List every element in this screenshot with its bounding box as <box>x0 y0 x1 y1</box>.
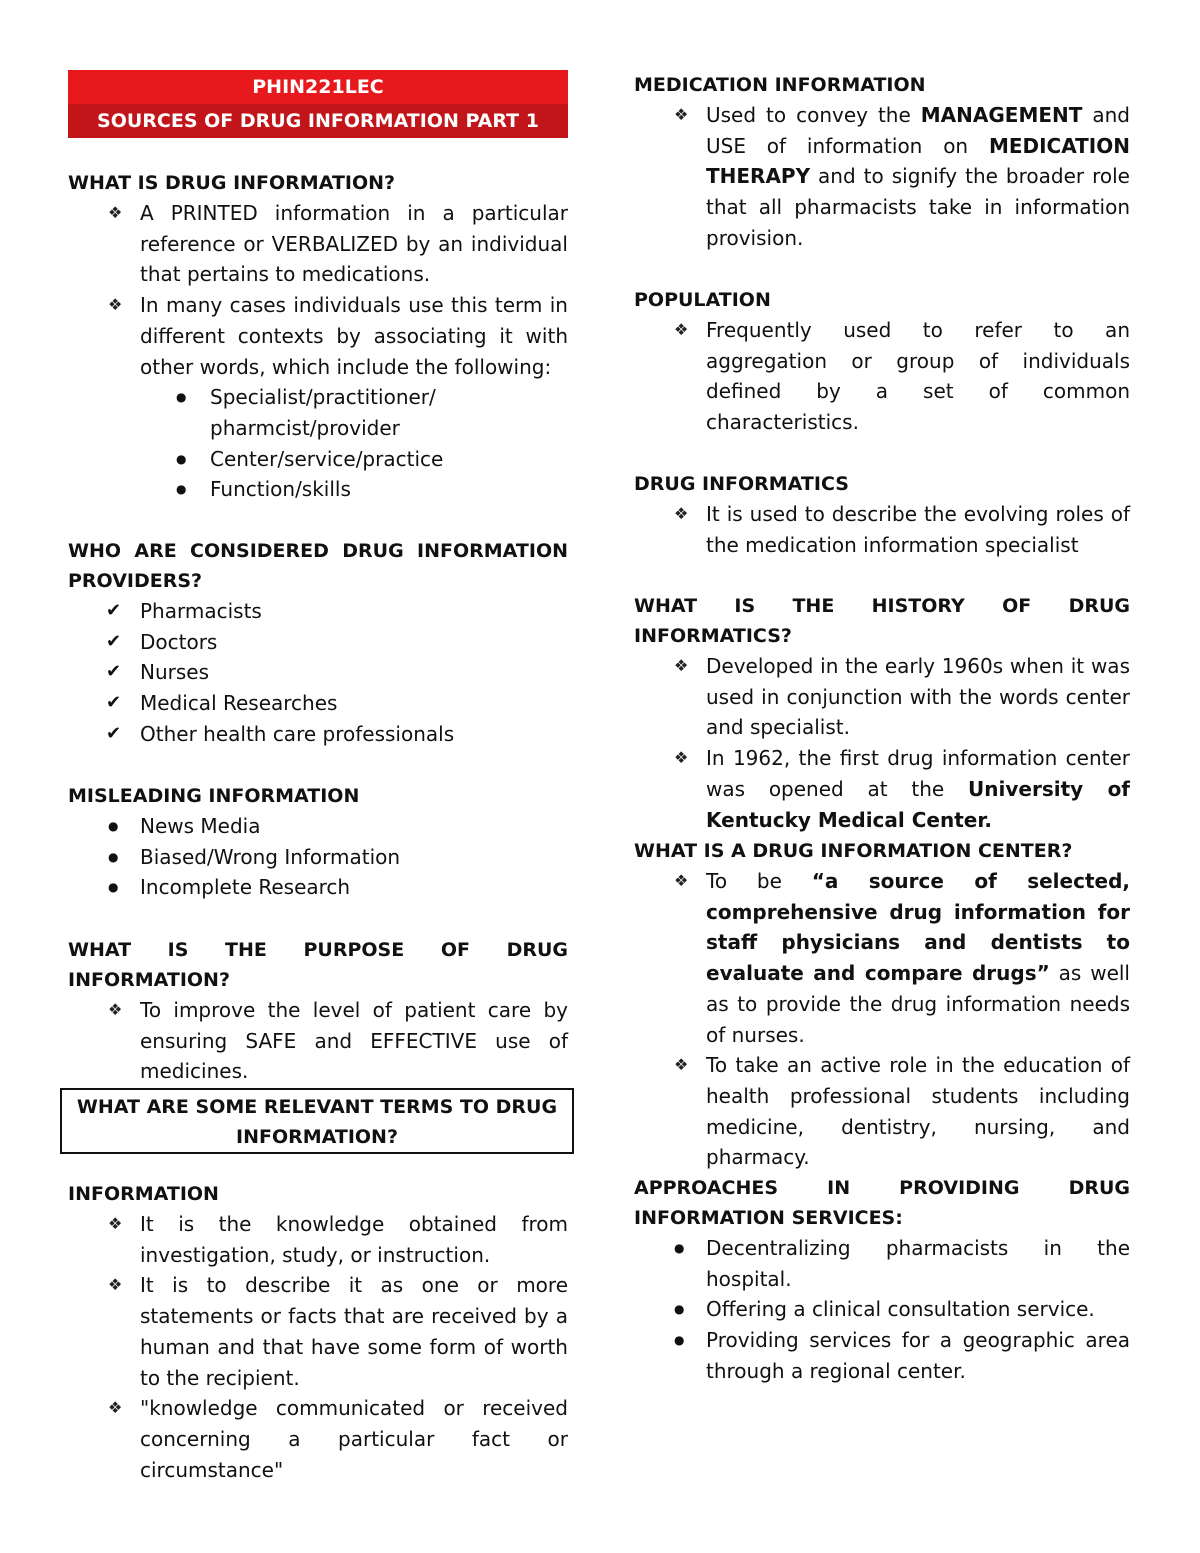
section-purpose <box>68 935 568 1087</box>
list-item: ● News Media <box>68 811 568 842</box>
section-medication-information <box>634 70 1130 254</box>
list-item <box>634 100 1130 254</box>
section-heading: POPULATION <box>634 289 771 311</box>
list-item: ❖ "knowledge communicated or received concerning a particular fact or circumstance" <box>68 1393 568 1485</box>
list-item <box>634 743 1130 835</box>
list-item: ✔ Doctors <box>68 627 568 658</box>
section-heading: INFORMATION <box>68 1183 219 1205</box>
section-information <box>68 1179 568 1485</box>
title-banner <box>68 70 568 138</box>
section-heading: MEDICATION INFORMATION <box>634 74 926 96</box>
section-misleading <box>68 781 568 903</box>
text: Used to convey the <box>706 103 921 127</box>
section-drug-information-center <box>634 836 1130 1173</box>
section-providers <box>68 536 568 750</box>
course-code: PHIN221LEC <box>252 76 384 98</box>
section-what-is-drug-information <box>68 168 568 505</box>
list-item: ❖ Developed in the early 1960s when it was used in conjunction with the words center and specialist. <box>634 651 1130 743</box>
list-item: ● Center/service/practice <box>68 444 568 475</box>
list-item <box>634 866 1130 1050</box>
relevant-terms-box <box>60 1088 574 1154</box>
list-item: ● Biased/Wrong Information <box>68 842 568 873</box>
bold-text: “a source of selected, comprehensive drug information for staff physicians and dentists to evaluate and compare drugs” <box>706 869 1131 986</box>
section-heading: WHAT IS THE PURPOSE OF DRUG INFORMATION? <box>68 939 568 991</box>
bold-text: MEDICATION THERAPY <box>706 133 1130 189</box>
section-heading: MISLEADING INFORMATION <box>68 785 360 807</box>
list-item: ● Specialist/practitioner/ pharmcist/provider <box>68 382 440 443</box>
section-drug-informatics <box>634 469 1130 560</box>
text: To be <box>706 869 812 893</box>
list-item: ● Providing services for a geographic area through a regional center. <box>634 1325 1130 1386</box>
list-item: ● Decentralizing pharmacists in the hospital. <box>634 1233 1130 1294</box>
text: as well as to provide the drug information needs of nurses. <box>706 961 1130 1047</box>
list-item: ● Function/skills <box>68 474 568 505</box>
list-item: ❖ It is to describe it as one or more statements or facts that are received by a human and that have some form of worth to the recipient. <box>68 1270 568 1393</box>
section-heading: APPROACHES IN PROVIDING DRUG INFORMATION SERVICES: <box>634 1177 1130 1229</box>
section-approaches <box>634 1173 1130 1387</box>
section-heading: WHAT IS A DRUG INFORMATION CENTER? <box>634 840 1073 862</box>
bold-text: MANAGEMENT <box>920 103 1083 127</box>
list-item: ✔ Other health care professionals <box>68 719 568 750</box>
list-item: ❖ It is the knowledge obtained from investigation, study, or instruction. <box>68 1209 568 1270</box>
text: and USE of information on <box>706 103 1130 158</box>
document-title: SOURCES OF DRUG INFORMATION PART 1 <box>68 104 568 138</box>
list-item: ✔ Medical Researches <box>68 688 568 719</box>
section-heading: WHAT IS DRUG INFORMATION? <box>68 172 396 194</box>
list-item: ✔ Pharmacists <box>68 596 568 627</box>
section-heading: WHO ARE CONSIDERED DRUG INFORMATION PROVIDERS? <box>68 540 568 592</box>
list-item: ● Offering a clinical consultation service. <box>634 1294 1130 1325</box>
section-heading: WHAT IS THE HISTORY OF DRUG INFORMATICS? <box>634 595 1130 647</box>
list-item: ❖ Frequently used to refer to an aggregation or group of individuals defined by a set of common characteristics. <box>634 315 1130 438</box>
list-item: ● Incomplete Research <box>68 872 568 903</box>
list-item: ❖ To improve the level of patient care by ensuring SAFE and EFFECTIVE use of medicines. <box>68 995 568 1087</box>
list-item: ❖ A PRINTED information in a particular reference or VERBALIZED by an individual that pertains to medications. <box>68 198 568 290</box>
section-population <box>634 285 1130 438</box>
text: and to signify the broader role that all pharmacists take in information provision. <box>706 164 1130 250</box>
list-item: ❖ In many cases individuals use this term in different contexts by associating it with other words, which include the following: <box>68 290 568 382</box>
list-item: ✔ Nurses <box>68 657 568 688</box>
list-item: ❖ To take an active role in the education of health professional students including medicine, dentistry, nursing, and pharmacy. <box>634 1050 1130 1173</box>
bold-text: University of Kentucky Medical Center. <box>706 776 1131 832</box>
section-history <box>634 591 1130 835</box>
list-item: ❖ It is used to describe the evolving roles of the medication information specialist <box>634 499 1130 560</box>
box-heading: WHAT ARE SOME RELEVANT TERMS TO DRUG INFORMATION? <box>76 1096 558 1148</box>
section-heading: DRUG INFORMATICS <box>634 473 849 495</box>
text: In 1962, the first drug information center was opened at the <box>706 746 1130 801</box>
